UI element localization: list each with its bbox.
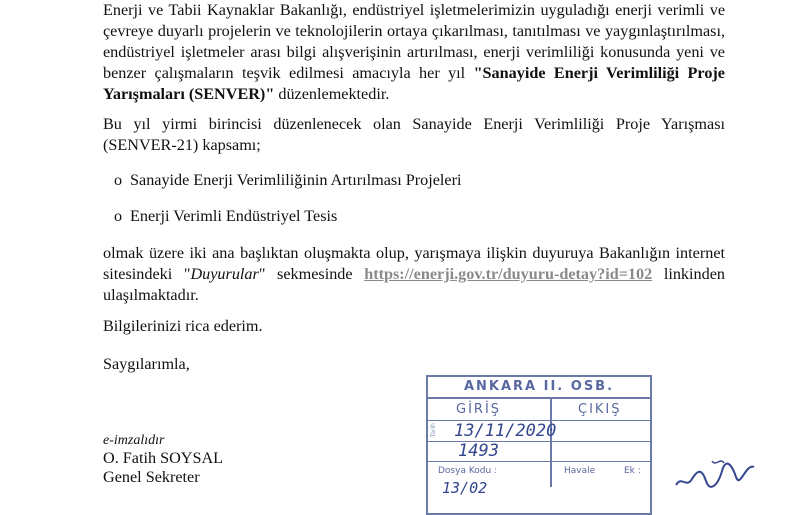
stamp-in-label: GİRİŞ (456, 402, 502, 417)
announcement-mid: " sekmesinde (258, 265, 365, 283)
stamp-attachment-label: Ek : (624, 466, 641, 476)
bullet-mark: o (114, 171, 123, 189)
scope-paragraph: Bu yıl yirmi birincisi düzenlenecek olan Sanayide Enerji Verimliliği Proje Yarışması (SENVER-21) kapsamı; (103, 115, 725, 154)
bullet-text: Sanayide Enerji Verimliliğinin Artırılması Projeleri (130, 171, 462, 189)
signatory-title: Genel Sekreter (103, 468, 200, 486)
signatory-name: O. Fatih SOYSAL (103, 449, 224, 467)
announcement-paragraph (103, 243, 725, 306)
registry-stamp (426, 375, 652, 515)
announcements-section: Duyurular (190, 265, 259, 283)
bullet-mark: o (114, 207, 123, 225)
bullet-item-2 (114, 206, 337, 227)
stamp-file-code: 13/02 (442, 479, 488, 497)
stamp-date: 13/11/2020 (454, 421, 557, 441)
intro-tail: düzenlemektedir. (274, 85, 390, 103)
stamp-title: ANKARA II. OSB. (463, 379, 615, 394)
intro-text: Enerji ve Tabii Kaynaklar Bakanlığı, endüstriyel işletmelerimizin uyguladığı enerji verimli ve çevreye duyarlı projelerin ve teknolojilerin ortaya çıkarılması, tanıtılması ve yaygınlaştırılması, endüstriyel işletmeler arası bilgi alışverişinin artırılması, enerji verimliliği konusunda yeni ve benzer çalışmaların teşvik edilmesi amacıyla her yıl (103, 1, 725, 82)
announcement-post: linkinden ulaşılmaktadır. (103, 265, 725, 304)
info-request: Bilgilerinizi rica ederim. (103, 317, 263, 335)
competition-name: "Sanayide Enerji Verimliliği Proje Yarışmaları (SENVER)" (103, 64, 725, 103)
stamp-date-label: Tarih (430, 423, 437, 438)
stamp-number: 1493 (458, 441, 499, 461)
handwritten-signature-icon (672, 455, 762, 491)
intro-paragraph (103, 0, 725, 105)
stamp-out-label: ÇIKIŞ (578, 402, 622, 417)
announcement-link[interactable]: https://enerji.gov.tr/duyuru-detay?id=102 (364, 265, 653, 283)
stamp-file-label: Dosya Kodu : (438, 466, 498, 476)
announcement-pre: olmak üzere iki ana başlıktan oluşmakta olup, yarışmaya ilişkin duyuruya Bakanlığın internet sitesindeki " (103, 244, 725, 283)
stamp-transfer-label: Havale (564, 466, 596, 476)
closing: Saygılarımla, (103, 355, 190, 373)
bullet-item-1 (114, 170, 462, 191)
e-signature-note: e-imzalıdır (103, 433, 165, 448)
bullet-text: Enerji Verimli Endüstriyel Tesis (130, 207, 338, 225)
